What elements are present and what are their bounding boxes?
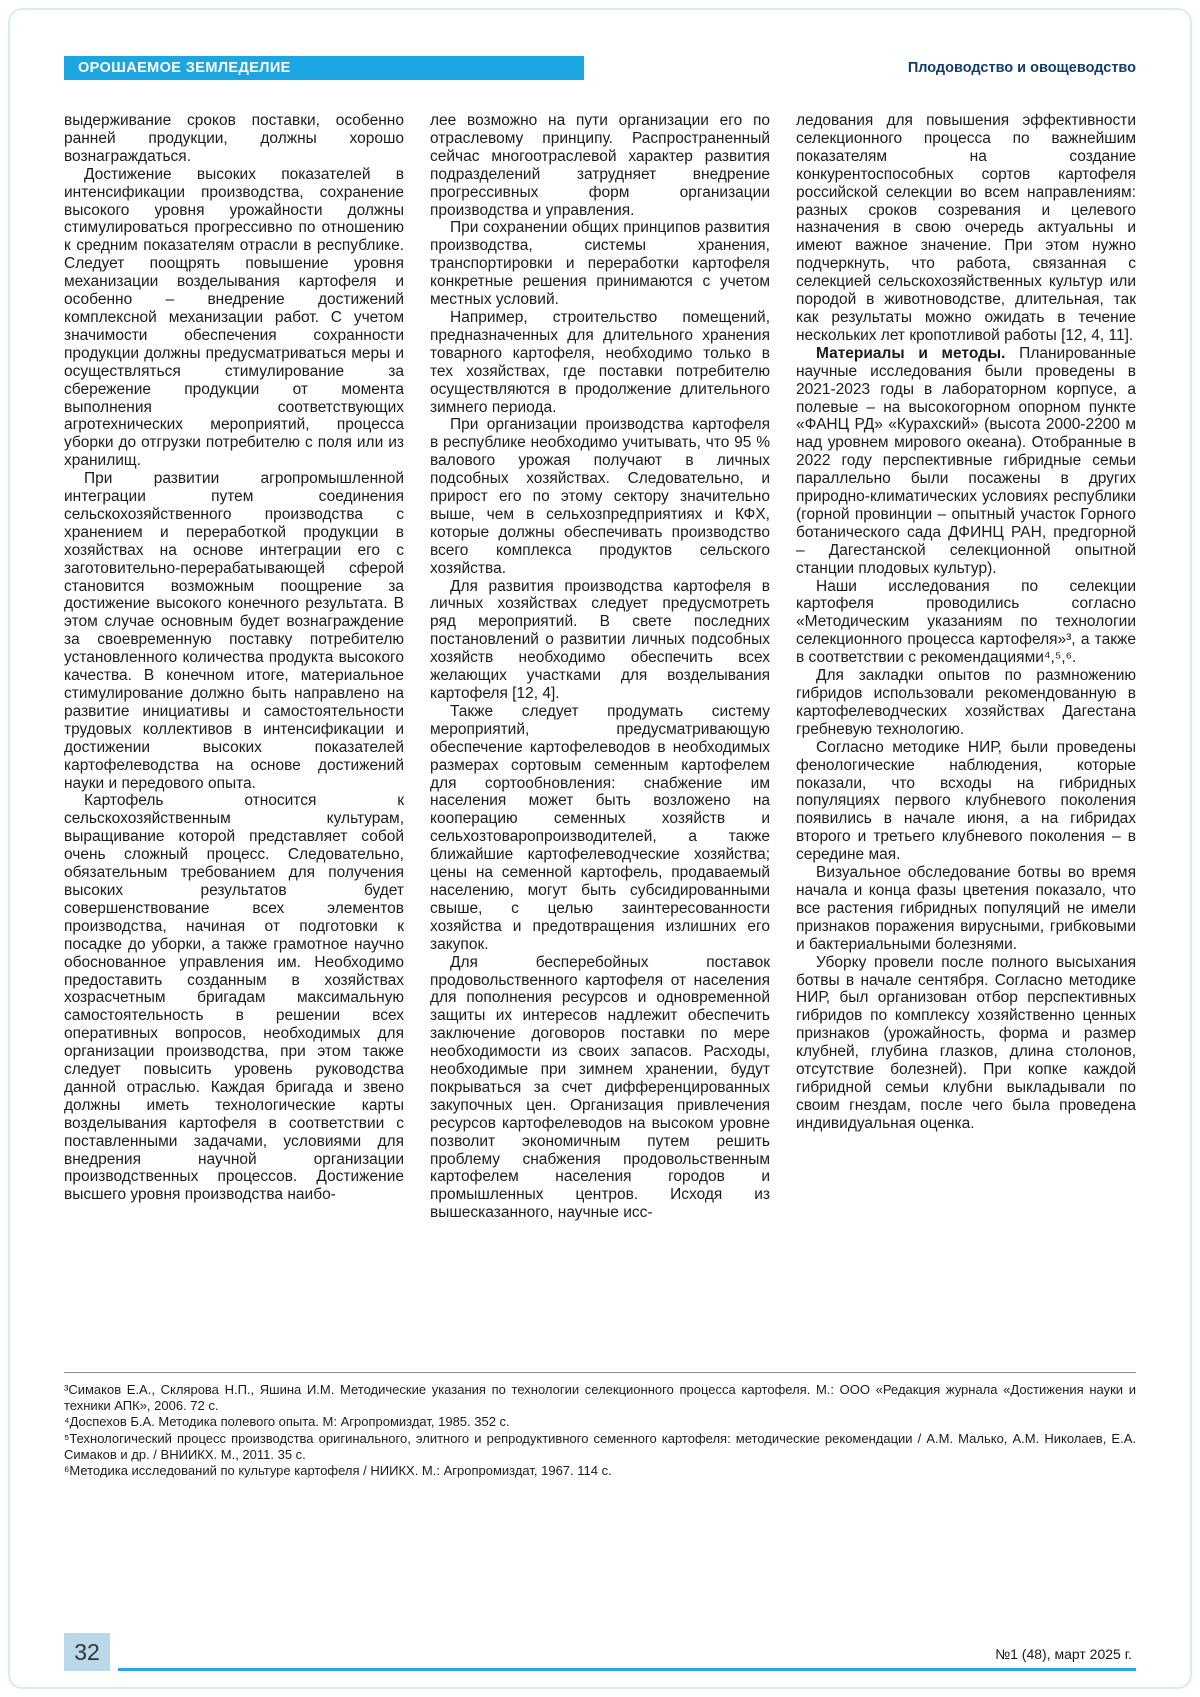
paragraph: Для бесперебойных поставок продовольственного картофеля от населения для пополнения ресурсов и одновременной защиты их интересов надлежит обеспечить заключение договоров поставки по мере необходимости из своих запасов. Расходы, необходимые при зимнем хранении, будут покрываться за счет дифференцированных закупочных цен. Организация привлечения ресурсов картофелеводов на высоком уровне позволит экономичным путем решить проблему снабжения продовольственным картофелем населения городов и промышленных центров. Исходя из вышесказанного, научные исс- (430, 953, 770, 1222)
page-number: 32 (64, 1633, 110, 1671)
paragraph: Например, строительство помещений, предназначенных для длительного хранения товарного картофеля, необходимо только в тех хозяйствах, где поставки потребителю осуществляются в продолжение длительного зимнего периода. (430, 308, 770, 416)
paragraph: Визуальное обследование ботвы во время начала и конца фазы цветения показало, что все растения гибридных популяций не имели признаков поражения вирусными, грибковыми и бактериальными болезнями. (796, 864, 1136, 953)
paragraph: Картофель относится к сельскохозяйственным культурам, выращивание которой представляет собой очень сложный процесс. Следовательно, обязательным требованием для получения высоких результатов будет совершенствование всех элементов производства, начиная от подготовки к посадке до уборки, а также грамотное научно обоснованное управления им. Необходимо предоставить созданным в хозяйствах хозрасчетным бригадам максимальную самостоятельность в решении всех оперативных вопросов, необходимых для организации производства, при этом также следует повысить уровень руководства данной отраслью. Каждая бригада и звено должны иметь технологические карты возделывания картофеля в соответствии с поставленными задачами, условиями для внедрения научной организации производственных процессов. Достижение высшего уровня производства наибо- (64, 792, 404, 1204)
paragraph: Наши исследования по селекции картофеля проводились согласно «Методическим указаниям по технологии селекционного процесса картофеля»³, а также в соответствии с рекомендациями⁴,⁵,⁶. (796, 577, 1136, 667)
paragraph: выдерживание сроков поставки, особенно ранней продукции, должны хорошо вознаграждаться. (64, 112, 404, 165)
page-footer (64, 1633, 1136, 1671)
page-header (64, 56, 1136, 80)
issue-info: №1 (48), март 2025 г. (995, 1646, 1132, 1662)
section-banner: ОРОШАЕМОЕ ЗЕМЛЕДЕЛИЕ (64, 56, 584, 80)
column-3 (796, 112, 1136, 1364)
footnotes-block (64, 1372, 1136, 1479)
paragraph: Для закладки опытов по размножению гибридов использовали рекомендованную в картофелеводческих хозяйствах Дагестана гребневую технологию. (796, 667, 1136, 738)
footnote: ⁶Методика исследований по культуре картофеля / НИИКХ. М.: Агропромиздат, 1967. 114 с. (64, 1463, 612, 1479)
paragraph: Для развития производства картофеля в личных хозяйствах следует предусмотреть ряд мероприятий. В свете последних постановлений о развитии личных подсобных хозяйств необходимо обеспечить всех желающих участками для возделывания картофеля [12, 4]. (430, 577, 770, 702)
article-body (64, 112, 1136, 1364)
column-2 (430, 112, 770, 1364)
paragraph: При сохранении общих принципов развития производства, системы хранения, транспортировки и переработки картофеля конкретные решения принимаются с учетом местных условий. (430, 219, 770, 309)
footnote: ³Симаков Е.А., Склярова Н.П., Яшина И.М. Методические указания по технологии селекционного процесса картофеля. М.: ООО «Редакция журнала «Достижения науки и техники АПК», 2006. 72 с. (64, 1382, 1136, 1414)
paragraph: При развитии агропромышленной интеграции путем соединения сельскохозяйственного производства с хранением и переработкой продукции в хозяйствах на основе интеграции его с заготовительно-перерабатывающей сферой становится возможным поощрение за достижение высокого конечного результата. В этом случае основным будет вознаграждение за своевременную поставку потребителю установленного количества продукта высокого качества. В конечном итоге, материальное стимулирование должно быть направлено на развитие инициативы и самостоятельности трудовых коллективов в интенсификации и достижении высоких показателей картофелеводства на основе достижений науки и передового опыта. (64, 470, 404, 792)
paragraph: лее возможно на пути организации его по отраслевому принципу. Распространенный сейчас многоотраслевой характер развития подразделений затрудняет внедрение прогрессивных форм организации производства и управления. (430, 112, 770, 219)
paragraph: Достижение высоких показателей в интенсификации производства, сохранение высокого уровня урожайности должны стимулироваться прогрессивно по отношению к средним показателям отрасли в республике. Следует поощрять повышение уровня механизации возделывания картофеля и особенно – внедрение достижений комплексной механизации работ. С учетом значимости обеспечения сохранности продукции должны предусматриваться меры и осуществляться стимулирование за сбережение продукции от момента выполнения соответствующих агротехнических мероприятий, процесса уборки до отгрузки потребителю с поля или из хранилищ. (64, 165, 404, 470)
paragraph: Согласно методике НИР, были проведены фенологические наблюдения, которые показали, что всходы на гибридных популяциях первого клубневого поколения появились в начале июня, а на гибридах второго и третьего клубневого поколения – в середине мая. (796, 738, 1136, 864)
paragraph: При организации производства картофеля в республике необходимо учитывать, что 95 % валового урожая получают в личных подсобных хозяйствах. Следовательно, и прирост его по этому сектору значительно выше, чем в сельхозпредприятиях и КФХ, которые должны обеспечивать производство всего комплекса продуктов сельского хозяйства. (430, 416, 770, 577)
paragraph: ледования для повышения эффективности селекционного процесса по важнейшим показателям на создание конкурентоспособных сортов картофеля российской селекции во всем направлениям: разных сроков созревания и целевого назначения в свою очередь актуальны и имеют важное значение. При этом нужно подчеркнуть, что работа, связанная с селекцией сельскохозяйственных культур или породой в животноводстве, длительная, так как результаты можно ожидать в течение нескольких лет кропотливой работы [12, 4, 11]. (796, 112, 1136, 344)
materials-methods-lead: Материалы и методы. (816, 344, 1006, 362)
chapter-title: Плодоводство и овощеводство (907, 60, 1136, 76)
footer-rule (118, 1646, 1136, 1671)
paragraph-materials-methods (796, 345, 1136, 578)
footnote: ⁵Технологический процесс производства оригинального, элитного и репродуктивного семенного картофеля: методические рекомендации / А.М. Малько, А.М. Николаев, Е.А. Симаков и др. / ВНИИКХ. М., 2011. 35 с. (64, 1430, 1136, 1462)
column-1 (64, 112, 404, 1364)
paragraph: Также следует продумать систему мероприятий, предусматривающую обеспечение картофелеводов в необходимых размерах сортовым семенным картофелем для сортообновления: снабжение им населения может быть возложено на кооперацию семенных хозяйств и сельхозтоваропроизводителей, а также ближайшие картофелеводческие хозяйства; цены на семенной картофель, продаваемый населению, могут быть субсидированными свыше, с целью заинтересованности хозяйства и предотвращения излишних его закупок. (430, 702, 770, 953)
footnote: ⁴Доспехов Б.А. Методика полевого опыта. М: Агропромиздат, 1985. 352 с. (64, 1414, 510, 1430)
materials-methods-text: Планированные научные исследования были проведены в 2021-2023 годы в лабораторном корпусе, а полевые – на высокогорном опорном пункте «ФАНЦ РД» «Курахский» (высота 2000-2200 м над уровнем мирового океана). Отобранные в 2022 году перспективные гибридные семьи параллельно были посажены в других природно-климатических условиях республики (горной провинции – опытный участок Горного ботанического сада ДФИНЦ РАН, предгорной – Дагестанской селекционной опытной станции плодовых культур). (796, 344, 1136, 577)
paragraph: Уборку провели после полного высыхания ботвы в начале сентября. Согласно методике НИР, был организован отбор перспективных гибридов по комплексу хозяйственно ценных признаков (урожайность, форма и размер клубней, глубина глазков, длина столонов, отсутствие болезней). При копке каждой гибридной семьи клубни выкладывали по своим гнездам, после чего была проведена индивидуальная оценка. (796, 953, 1136, 1132)
